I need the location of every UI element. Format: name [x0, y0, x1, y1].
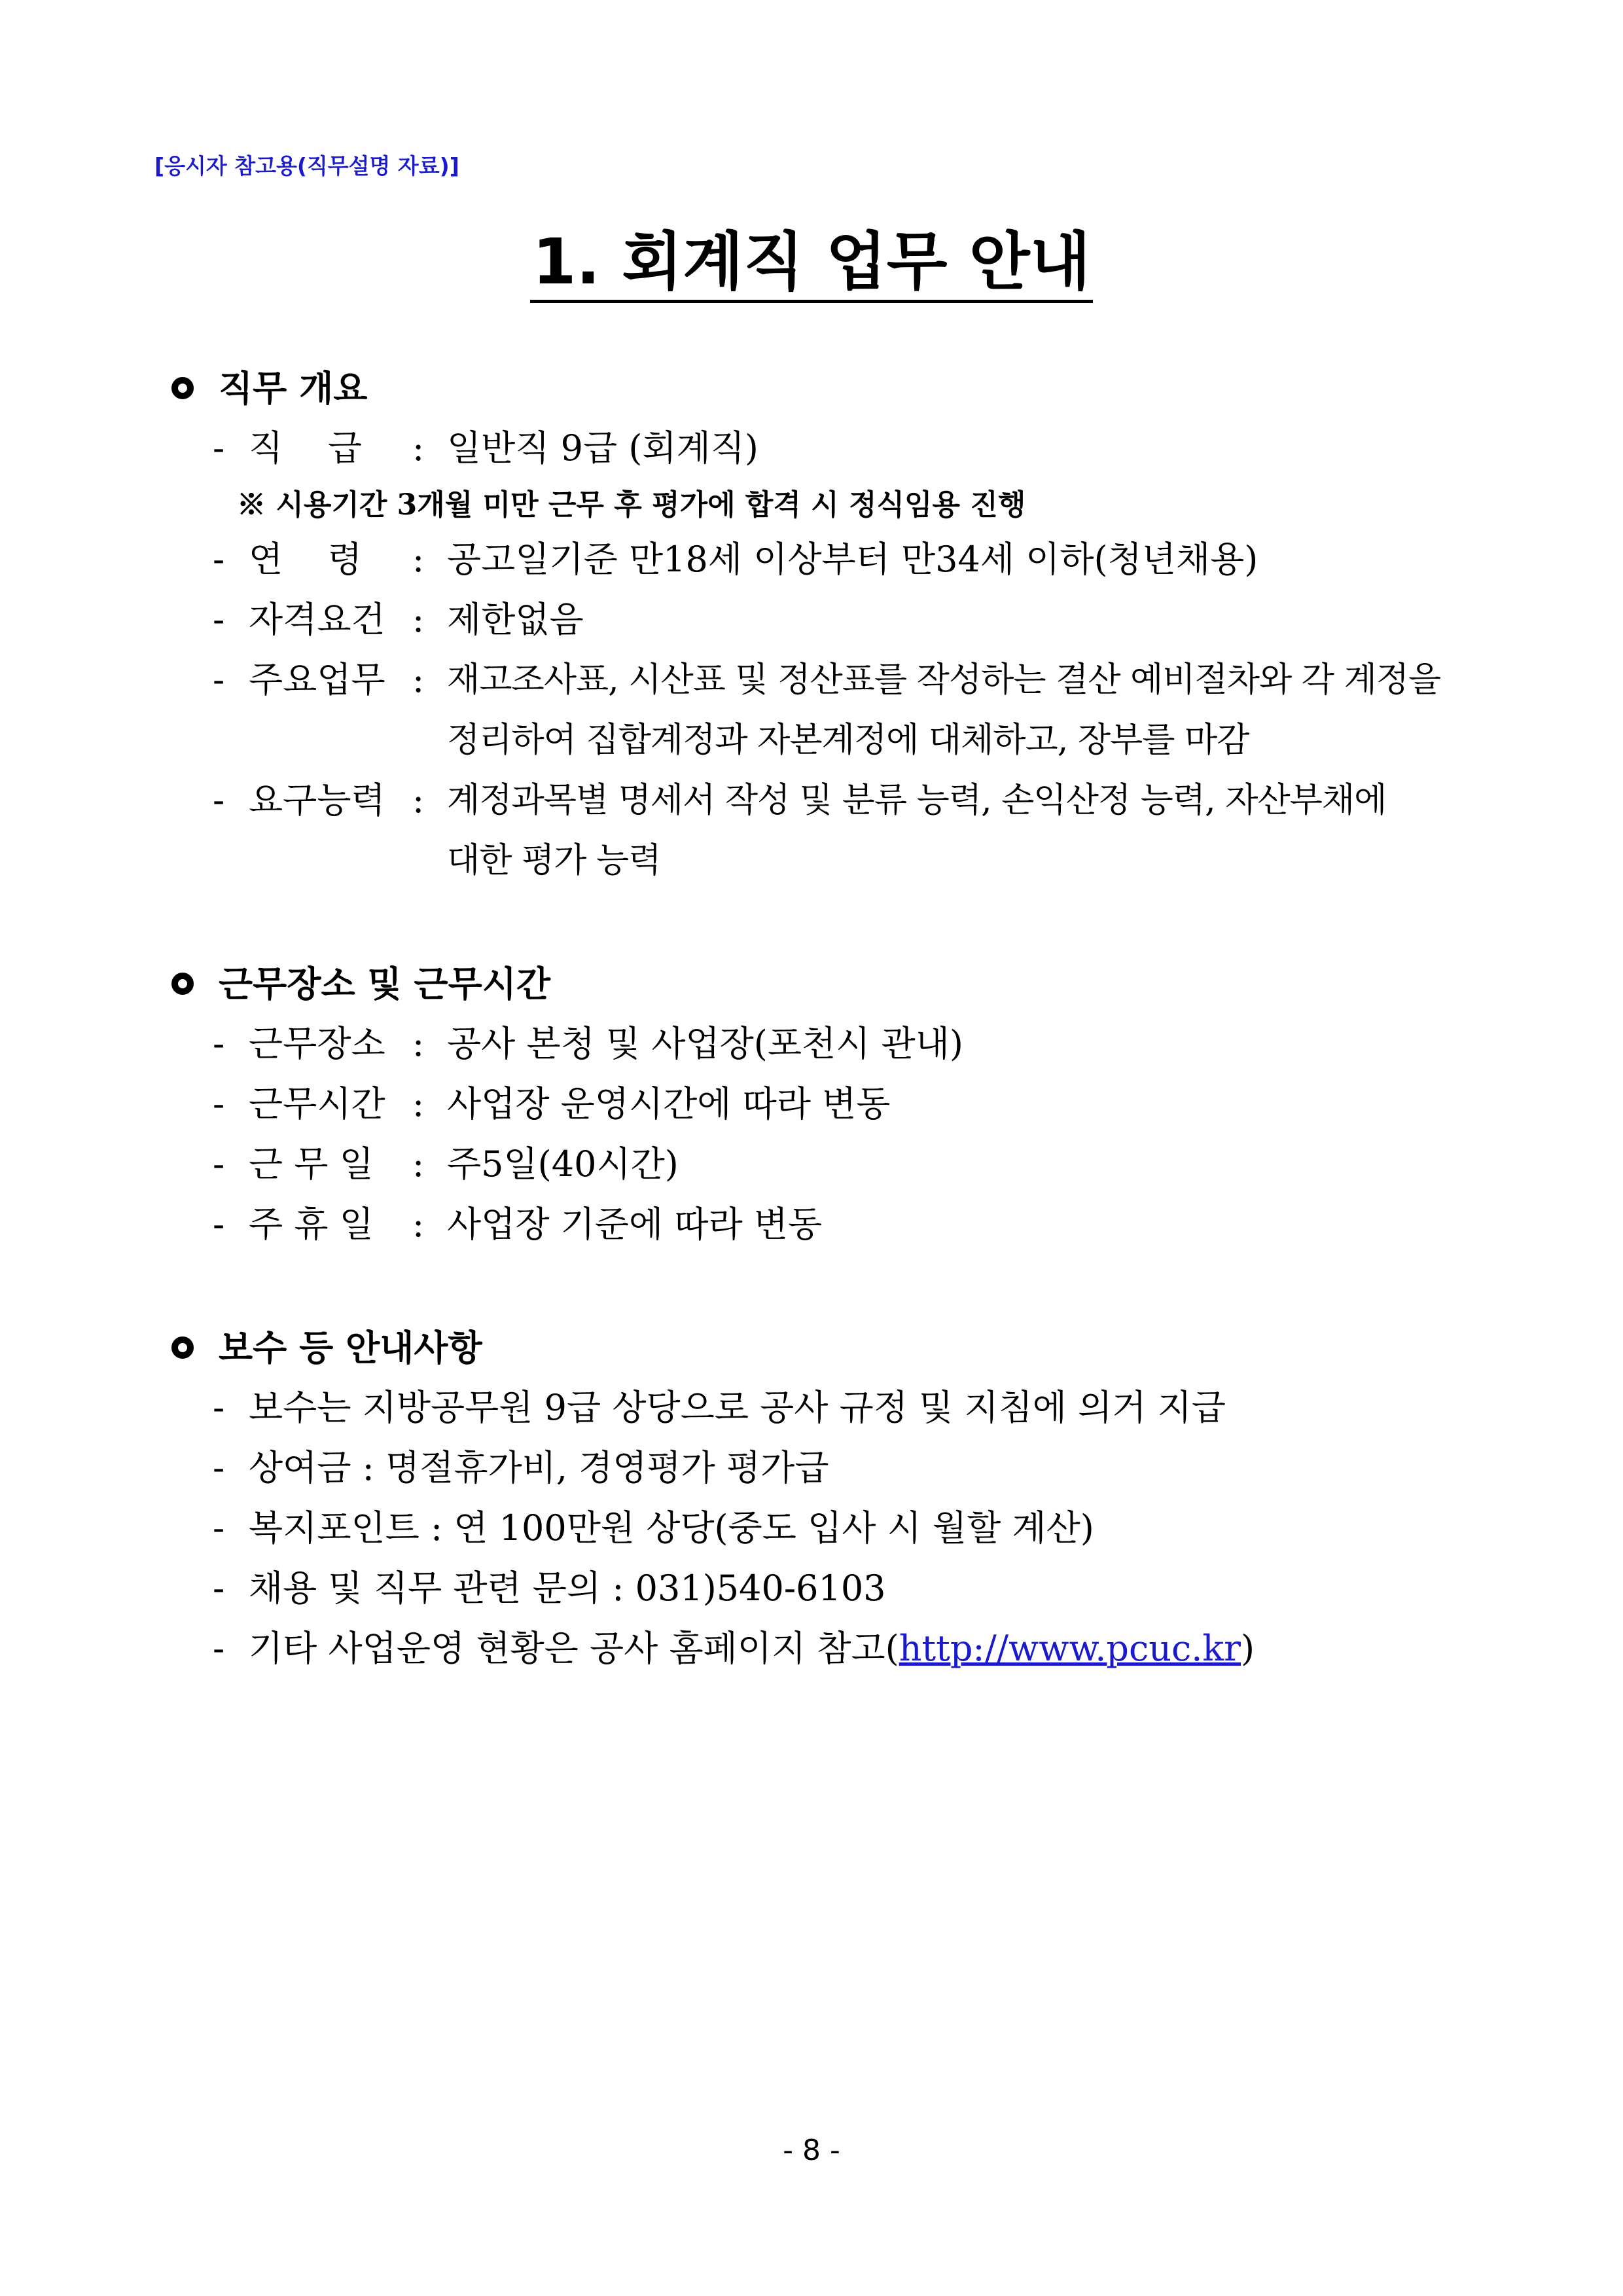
item-colon: : — [412, 427, 425, 469]
section-heading-text: 보수 등 안내사항 — [219, 1327, 482, 1369]
page-title-text: 1. 회계직 업무 안내 — [530, 225, 1094, 303]
item-value-continued: 대한 평가 능력 — [447, 841, 661, 880]
item-value: 일반직 9급 (회계직) — [447, 427, 758, 469]
list-dash: - — [213, 1023, 225, 1064]
list-dash: - — [213, 427, 225, 469]
probation-note: ※ 시용기간 3개월 미만 근무 후 평가에 합격 시 정식임용 진행 — [237, 488, 1026, 522]
list-dash: - — [213, 1143, 225, 1185]
item-value: 사업장 운영시간에 따라 변동 — [447, 1083, 891, 1124]
item-colon: : — [412, 1204, 425, 1245]
section-heading-text: 근무장소 및 근무시간 — [219, 963, 551, 1005]
item-value: 주5일(40시간) — [447, 1143, 679, 1185]
list-dash: - — [213, 1568, 225, 1609]
item-colon: : — [412, 599, 425, 640]
section-heading-text: 직무 개요 — [219, 367, 368, 409]
item-label: 주 휴 일 — [249, 1204, 374, 1245]
list-dash: - — [213, 1447, 225, 1488]
item-label: 근무장소 — [249, 1023, 385, 1064]
item-value-continued: 정리하여 집합계정과 자본계정에 대체하고, 장부를 마감 — [447, 721, 1249, 760]
list-dash: - — [213, 1204, 225, 1245]
item-value: 공고일기준 만18세 이상부터 만34세 이하(청년채용) — [447, 539, 1258, 580]
item-label: 주요업무 — [249, 659, 385, 700]
item-colon: : — [412, 1023, 425, 1064]
item-label: 요구능력 — [249, 780, 385, 821]
list-dash: - — [213, 1628, 225, 1669]
header-note: [응시자 참고용(직무설명 자료)] — [154, 153, 459, 179]
item-value: 제한없음 — [447, 599, 584, 640]
list-dash: - — [213, 1083, 225, 1124]
item-colon: : — [412, 1083, 425, 1124]
homepage-link[interactable]: http://www.pcuc.kr — [899, 1628, 1241, 1669]
circle-bullet-icon — [171, 377, 194, 399]
item-text: 채용 및 직무 관련 문의 : 031)540-6103 — [249, 1568, 886, 1609]
list-dash: - — [213, 599, 225, 640]
list-dash: - — [213, 1507, 225, 1549]
list-dash: - — [213, 780, 225, 821]
circle-bullet-icon — [171, 973, 194, 995]
item-text — [249, 1626, 1255, 1672]
section-heading-pay — [171, 1325, 482, 1371]
item-label: 직 급 — [249, 427, 362, 469]
item-value: 계정과목별 명세서 작성 및 분류 능력, 손익산정 능력, 자산부채에 — [447, 781, 1387, 820]
section-heading-job-overview — [171, 365, 367, 411]
list-dash: - — [213, 1387, 225, 1428]
item-value: 재고조사표, 시산표 및 정산표를 작성하는 결산 예비절차와 각 계정을 — [447, 660, 1441, 700]
item-colon: : — [412, 659, 425, 700]
item-label: 자격요건 — [249, 599, 385, 640]
item-label: 근무시간 — [249, 1083, 385, 1124]
circle-bullet-icon — [171, 1336, 194, 1359]
item-text-after: ) — [1240, 1628, 1255, 1669]
item-label: 연 령 — [249, 539, 362, 580]
item-text: 복지포인트 : 연 100만원 상당(중도 입사 시 월할 계산) — [249, 1507, 1094, 1549]
item-colon: : — [412, 780, 425, 821]
item-colon: : — [412, 539, 425, 580]
list-dash: - — [213, 539, 225, 580]
item-colon: : — [412, 1143, 425, 1185]
item-text: 상여금 : 명절휴가비, 경영평가 평가급 — [249, 1447, 829, 1488]
section-heading-workplace — [171, 961, 550, 1007]
item-text-before: 기타 사업운영 현황은 공사 홈페이지 참고( — [249, 1628, 899, 1669]
item-label: 근 무 일 — [249, 1143, 374, 1185]
page-number: - 8 - — [783, 2134, 840, 2167]
item-value: 공사 본청 및 사업장(포천시 관내) — [447, 1023, 963, 1064]
list-dash: - — [213, 659, 225, 700]
item-text: 보수는 지방공무원 9급 상당으로 공사 규정 및 지침에 의거 지급 — [249, 1387, 1226, 1428]
item-value: 사업장 기준에 따라 변동 — [447, 1204, 823, 1245]
page-title — [0, 223, 1623, 301]
